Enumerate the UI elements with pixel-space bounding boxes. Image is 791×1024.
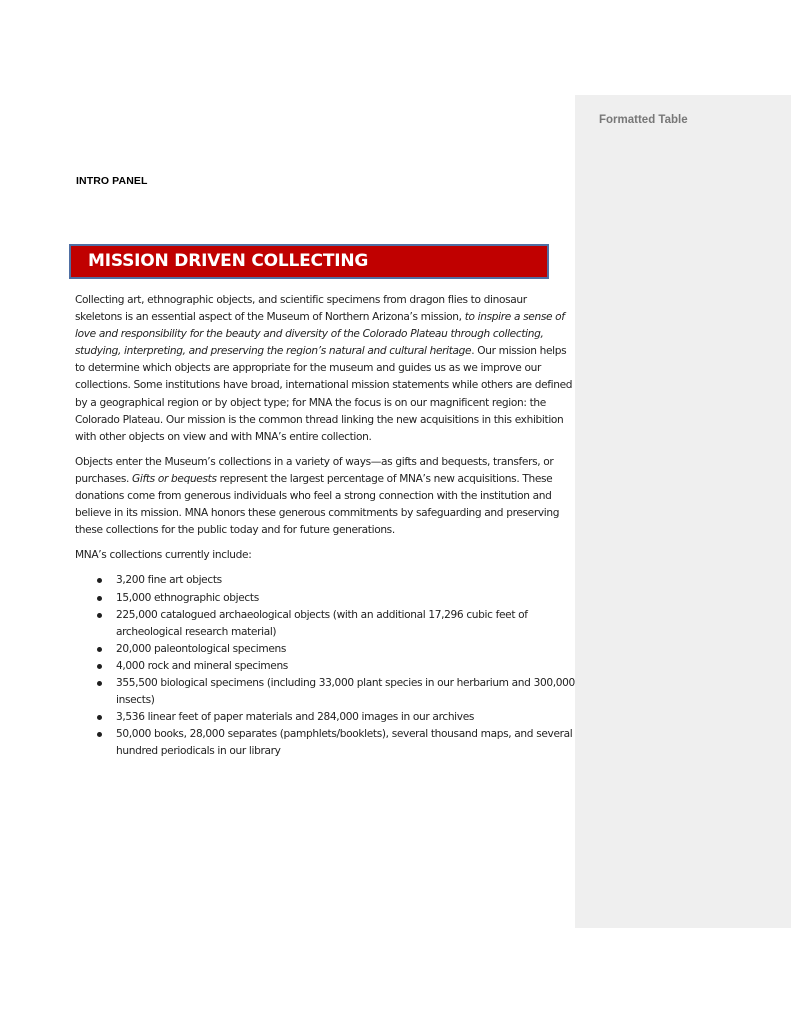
paragraph-mission-text-2: . Our mission helps to determine which objects are appropriate for the museum and guides us as we improve our collections. Some institutions have broad, international mission statements while others are defined by a geographical region or by object type; for MNA the focus is on our magnificent region: the Colorado Plateau. Our mission is the common thread linking the new acquisitions in this exhibition with other objects on view and with MNA’s entire collection. <box>75 345 573 443</box>
intro-panel-label: INTRO PANEL <box>76 175 148 187</box>
bullet-icon <box>97 647 102 652</box>
list-item <box>75 607 575 641</box>
list-item-text: 20,000 paleontological specimens <box>116 642 287 655</box>
bullet-icon <box>97 715 102 720</box>
list-item-text: 3,536 linear feet of paper materials and 284,000 images in our archives <box>116 711 475 724</box>
bullet-icon <box>97 596 102 601</box>
bullet-icon <box>97 732 102 737</box>
list-item-text: 4,000 rock and mineral specimens <box>116 659 288 672</box>
list-item <box>75 590 575 607</box>
title-banner <box>69 244 549 279</box>
collections-intro: MNA’s collections currently include: <box>75 549 252 562</box>
list-item <box>75 658 575 675</box>
paragraph-acquisitions-text-2: represent the largest percentage of MNA’s new acquisitions. These donations come from generous individuals who feel a strong connection with the institution and believe in its mission. MNA honors these generous commitments by safeguarding and preserving these collections for the public today and for future generations. <box>75 472 560 537</box>
gifts-bequests-italic: Gifts or bequests <box>132 472 217 485</box>
paragraph-mission-text-1: Collecting art, ethnographic objects, and scientific specimens from dragon flies to dinosaur skeletons is an essential aspect of the Museum of Northern Arizona’s mission, <box>75 294 527 324</box>
mission-statement-italic: to inspire a sense of love and responsibility for the beauty and diversity of the Colorado Plateau through collecting, studying, interpreting, and preserving the region’s natural and cultural heritage <box>75 311 565 358</box>
list-item <box>75 709 575 726</box>
bullet-icon <box>97 664 102 669</box>
list-item <box>75 641 575 658</box>
list-item-text: 15,000 ethnographic objects <box>116 591 259 604</box>
bullet-icon <box>97 613 102 618</box>
bullet-icon <box>97 578 102 583</box>
list-item-text: 50,000 books, 28,000 separates (pamphlets/booklets), several thousand maps, and several hundred periodicals in our library <box>116 728 573 758</box>
list-item-text: 225,000 catalogued archaeological objects (with an additional 17,296 cubic feet of archeological research material) <box>116 608 528 638</box>
paragraph-acquisitions-text-1: Objects enter the Museum’s collections in a variety of ways—as gifts and bequests, transfers, or purchases. <box>75 455 554 485</box>
bullet-icon <box>97 681 102 686</box>
list-item <box>75 675 575 709</box>
page-title: MISSION DRIVEN COLLECTING <box>88 251 369 271</box>
comment-margin-pane <box>575 95 791 928</box>
list-item <box>75 572 575 589</box>
list-item-text: 355,500 biological specimens (including 33,000 plant species in our herbarium and 300,000 insects) <box>116 676 575 707</box>
body-text <box>75 292 575 760</box>
list-item-text: 3,200 fine art objects <box>116 574 222 587</box>
paragraph-acquisitions <box>75 454 575 539</box>
collections-list <box>75 572 575 760</box>
comment-label: Formatted Table <box>599 114 688 126</box>
list-item <box>75 726 575 760</box>
paragraph-mission <box>75 292 575 446</box>
